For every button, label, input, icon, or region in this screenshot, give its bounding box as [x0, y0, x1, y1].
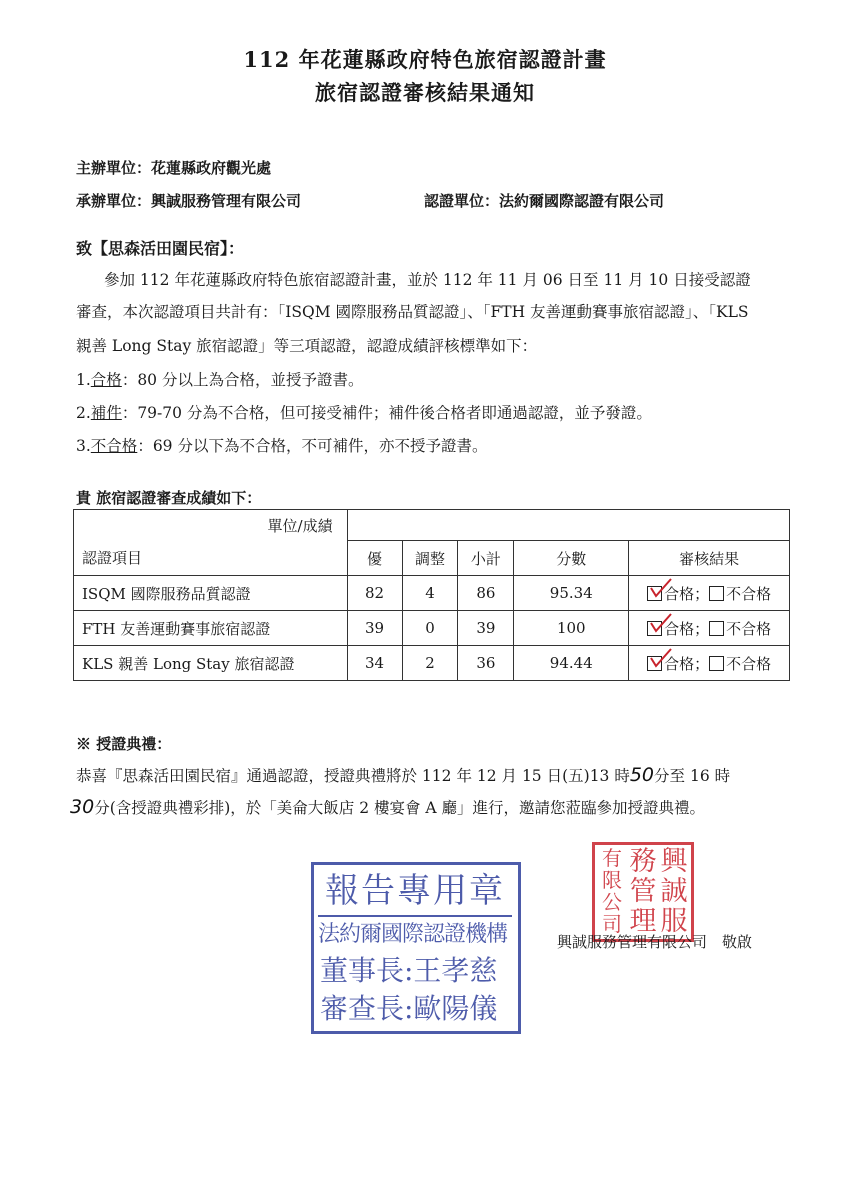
- col-excellent: 優: [347, 541, 402, 576]
- fail-checkbox: [709, 656, 724, 671]
- row-subtotal: 36: [458, 646, 514, 681]
- item-label: 認證項目: [74, 541, 348, 576]
- host-unit: 主辦單位：花蓮縣政府觀光處: [76, 159, 272, 177]
- pass-label: 合格；: [664, 619, 710, 638]
- col-adjust: 調整: [402, 541, 458, 576]
- intro-line-2: 審查，本次認證項目共計有：「ISQM 國際服務品質認證」、「FTH 友善運動賽事旅宿認證」、「KLS: [76, 303, 749, 321]
- col-score: 分數: [514, 541, 629, 576]
- ceremony-line-2: 30分(含授證典禮彩排)，於「美侖大飯店 2 樓宴會 A 廳」進行，邀請您蒞臨參加授證典禮。: [70, 796, 706, 818]
- fail-label: 不合格: [726, 654, 772, 673]
- document-title: 112 年花蓮縣政府特色旅宿認證計畫: [243, 47, 607, 72]
- row-excellent: 39: [347, 611, 402, 646]
- row-score: 95.34: [514, 576, 629, 611]
- row-adjust: 2: [402, 646, 458, 681]
- document-subtitle: 旅宿認證審核結果通知: [315, 80, 535, 105]
- row-score: 94.44: [514, 646, 629, 681]
- fail-label: 不合格: [726, 619, 772, 638]
- check-mark-icon: [650, 578, 672, 598]
- handwritten-minutes-end: 30: [70, 796, 95, 818]
- row-excellent: 34: [347, 646, 402, 681]
- check-mark-icon: [650, 613, 672, 633]
- handwritten-minutes-start: 50: [629, 764, 655, 786]
- stamp-org: 法約爾國際認證機構: [318, 922, 508, 947]
- score-table: [73, 509, 790, 681]
- intro-line-3: 親善 Long Stay 旅宿認證」等三項認證，認證成績評核標準如下：: [76, 337, 538, 355]
- intro-line-1: 參加 112 年花蓮縣政府特色旅宿認證計畫，並於 112 年 11 月 06 日至 11 月 10 日接受認證: [104, 271, 751, 289]
- row-item: ISQM 國際服務品質認證: [74, 576, 348, 611]
- ceremony-line-1: 恭喜『思森活田園民宿』通過認證，授證典禮將於 112 年 12 月 15 日(五)13 時50分至 16 時: [76, 764, 731, 786]
- row-score: 100: [514, 611, 629, 646]
- table-row: [74, 576, 790, 611]
- report-seal-stamp: [311, 862, 521, 1034]
- criterion-supplement: 2.補件：79-70 分為不合格，但可接受補件；補件後合格者即通過認證，並予發證。: [76, 404, 652, 422]
- pass-label: 合格；: [664, 584, 710, 603]
- table-row: [74, 646, 790, 681]
- row-excellent: 82: [347, 576, 402, 611]
- row-result: [629, 576, 790, 611]
- contractor-unit: 承辦單位：興誠服務管理有限公司: [76, 192, 302, 210]
- row-item: FTH 友善運動賽事旅宿認證: [74, 611, 348, 646]
- row-result: [629, 646, 790, 681]
- criterion-fail: 3.不合格：69 分以下為不合格，不可補件，亦不授予證書。: [76, 437, 488, 455]
- seal-col-right: 興 誠 服: [660, 846, 688, 937]
- row-item: KLS 親善 Long Stay 旅宿認證: [74, 646, 348, 681]
- fail-checkbox: [709, 586, 724, 601]
- fail-label: 不合格: [726, 584, 772, 603]
- score-heading: 貴 旅宿認證審查成績如下：: [76, 489, 262, 507]
- col-subtotal: 小計: [458, 541, 514, 576]
- check-mark-icon: [650, 648, 672, 668]
- pass-checkbox-checked: [647, 656, 662, 671]
- header-blank: [347, 510, 789, 541]
- recipient: 致【思森活田園民宿】：: [76, 239, 245, 258]
- stamp-reviewer: 審查長:歐陽儀: [320, 992, 498, 1025]
- company-seal-stamp: [592, 842, 694, 942]
- ceremony-heading: ※ 授證典禮：: [76, 735, 172, 753]
- stamp-chairman: 董事長:王孝慈: [320, 954, 498, 987]
- seal-col-mid: 務 管 理: [629, 846, 657, 937]
- row-adjust: 4: [402, 576, 458, 611]
- criterion-pass: 1.合格：80 分以上為合格，並授予證書。: [76, 371, 364, 389]
- fail-checkbox: [709, 621, 724, 636]
- col-result: 審核結果: [629, 541, 790, 576]
- pass-checkbox-checked: [647, 621, 662, 636]
- unit-score-label: 單位/成績: [74, 510, 348, 541]
- row-subtotal: 39: [458, 611, 514, 646]
- signature: 興誠服務管理有限公司 敬啟: [557, 933, 753, 951]
- row-result: [629, 611, 790, 646]
- pass-label: 合格；: [664, 654, 710, 673]
- stamp-title: 報告專用章: [318, 867, 512, 917]
- row-adjust: 0: [402, 611, 458, 646]
- row-subtotal: 86: [458, 576, 514, 611]
- certifier-unit: 認證單位：法約爾國際認證有限公司: [424, 192, 665, 210]
- pass-checkbox-checked: [647, 586, 662, 601]
- seal-col-left: 有 限 公 司: [602, 846, 622, 936]
- table-row: [74, 611, 790, 646]
